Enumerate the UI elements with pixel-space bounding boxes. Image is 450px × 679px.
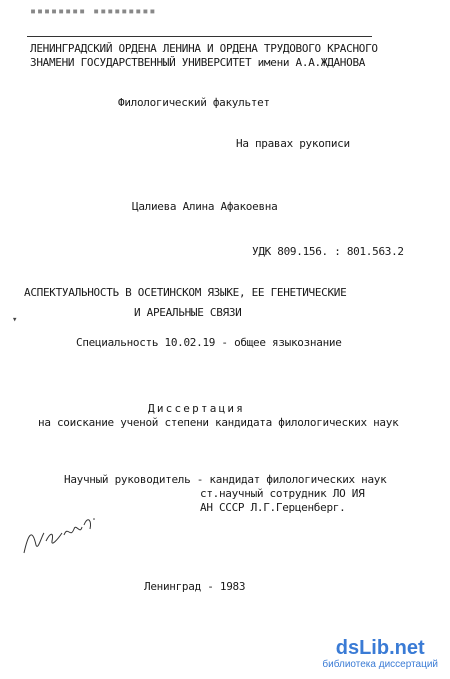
advisor-line-3: АН СССР Л.Г.Герценберг. <box>200 501 346 514</box>
watermark-brand: dsLib <box>335 637 390 659</box>
advisor-line-2: ст.научный сотрудник ЛО ИЯ <box>200 487 365 500</box>
faint-header-marks: ▪▪▪▪▪▪▪▪ ▪▪▪▪▪▪▪▪▪ <box>30 6 157 17</box>
author-name: Цалиева Алина Афакоевна <box>132 200 278 213</box>
specialty: Специальность 10.02.19 - общее языкознание <box>76 336 342 349</box>
advisor-line-1: Научный руководитель - кандидат филологических наук <box>64 473 387 486</box>
handwritten-signature <box>18 505 108 565</box>
watermark-logo <box>322 637 438 659</box>
watermark-tagline: библиотека диссертаций <box>322 659 438 670</box>
dissertation-title-line-1: АСПЕКТУАЛЬНОСТЬ В ОСЕТИНСКОМ ЯЗЫКЕ, ЕЕ ГЕНЕТИЧЕСКИЕ <box>24 286 347 299</box>
watermark <box>322 637 438 671</box>
degree-line: на соискание ученой степени кандидата филологических наук <box>38 416 399 429</box>
watermark-tld: .net <box>389 637 425 659</box>
faculty: Филологический факультет <box>118 96 270 109</box>
udc-code: УДК 809.156. : 801.563.2 <box>252 245 404 258</box>
document-type: Диссертация <box>148 402 246 415</box>
top-rule <box>27 36 372 37</box>
margin-mark: ▾ <box>12 315 18 325</box>
place-and-year: Ленинград - 1983 <box>144 580 246 593</box>
institution-line-2: ЗНАМЕНИ ГОСУДАРСТВЕННЫЙ УНИВЕРСИТЕТ имени А.А.ЖДАНОВА <box>30 56 366 69</box>
manuscript-rights: На правах рукописи <box>236 137 350 150</box>
dissertation-title-line-2: И АРЕАЛЬНЫЕ СВЯЗИ <box>134 306 242 319</box>
institution-line-1: ЛЕНИНГРАДСКИЙ ОРДЕНА ЛЕНИНА И ОРДЕНА ТРУДОВОГО КРАСНОГО <box>30 42 378 55</box>
